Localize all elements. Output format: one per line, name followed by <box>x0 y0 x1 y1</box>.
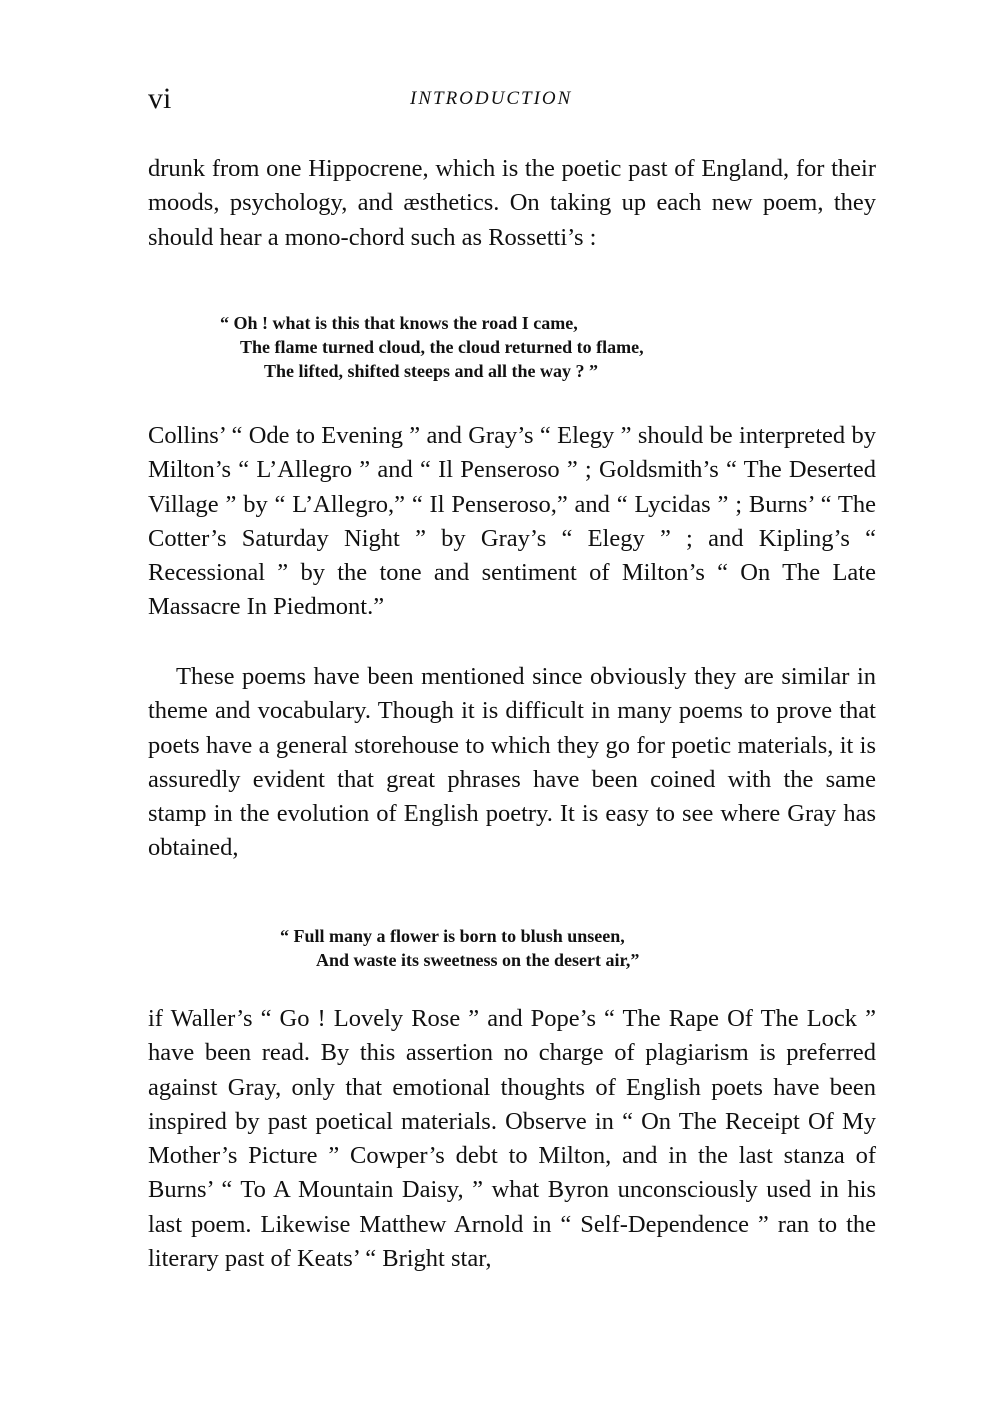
verse-line: “ Oh ! what is this that knows the road I came, <box>220 313 578 333</box>
paragraph-1: drunk from one Hippocrene, which is the poetic past of England, for their moods, psychology, and æsthetics. On taking up each new poem, they should hear a mono-chord such as Rossetti’s : <box>148 155 876 251</box>
page-number: vi <box>148 82 172 115</box>
book-page <box>148 0 876 1418</box>
paragraph-3: These poems have been mentioned since obviously they are similar in theme and vocabulary. Though it is difficult in many poems to prove that poets have a general storehouse to which they go for poetic materials, it is assuredly evident that great phrases have been coined with the same stamp in the evolution of English poetry. It is easy to see where Gray has obtained, <box>148 663 876 862</box>
running-title: INTRODUCTION <box>410 88 573 109</box>
verse-line: The flame turned cloud, the cloud returned to flame, <box>240 337 644 357</box>
verse-quote-rossetti <box>220 311 644 383</box>
page-header <box>148 82 876 122</box>
verse-quote-gray <box>280 924 639 972</box>
verse-line: And waste its sweetness on the desert air,” <box>316 950 640 970</box>
paragraph-4: if Waller’s “ Go ! Lovely Rose ” and Pope’s “ The Rape Of The Lock ” have been read. By this assertion no charge of plagiarism is preferred against Gray, only that emotional thoughts of English poets have been inspired by past poetical materials. Observe in “ On The Receipt Of My Mother’s Picture ” Cowper’s debt to Milton, and in the last stanza of Burns’ “ To A Mountain Daisy, ” what Byron unconsciously used in his last poem. Likewise Matthew Arnold in “ Self-Dependence ” ran to the literary past of Keats’ “ Bright star, <box>148 1005 876 1273</box>
verse-line: The lifted, shifted steeps and all the way ? ” <box>264 361 599 381</box>
verse-line: “ Full many a flower is born to blush unseen, <box>280 926 625 946</box>
paragraph-2: Collins’ “ Ode to Evening ” and Gray’s “ Elegy ” should be interpreted by Milton’s “ L’Allegro ” and “ Il Penseroso ” ; Goldsmith’s “ The Deserted Village ” by “ L’Allegro,” “ Il Penseroso,” and “ Lycidas ” ; Burns’ “ The Cotter’s Saturday Night ” by Gray’s “ Elegy ” ; and Kipling’s “ Recessional ” by the tone and sentiment of Milton’s “ On The Late Massacre In Piedmont.” <box>148 422 876 621</box>
